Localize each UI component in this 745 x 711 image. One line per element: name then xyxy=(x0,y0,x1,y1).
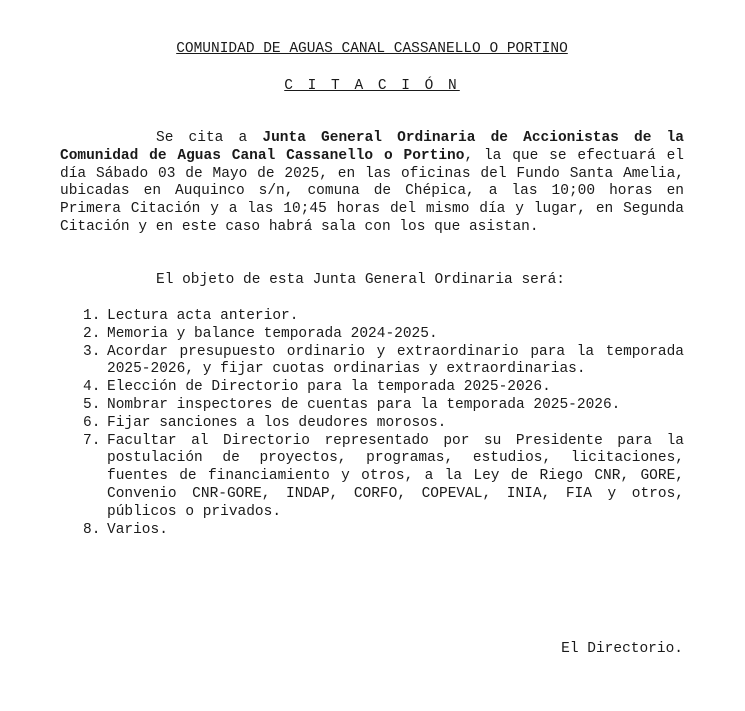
agenda-item xyxy=(60,433,684,522)
document-subtitle: C I T A C I Ó N xyxy=(284,78,460,94)
agenda-item xyxy=(60,397,684,415)
signature: El Directorio. xyxy=(561,641,683,657)
agenda-item-number: 4. xyxy=(83,379,101,396)
agenda-item-number: 1. xyxy=(83,308,101,324)
agenda-item xyxy=(60,522,684,540)
agenda-item-text: Varios. xyxy=(107,521,168,538)
agenda-item xyxy=(60,379,684,397)
agenda-item xyxy=(60,344,684,380)
agenda-item-text: Nombrar inspectores de cuentas para la temporada 2025-2026. xyxy=(107,396,621,413)
agenda-item-text: Facultar al Directorio representado por su Presidente para la postulación de proyectos, programas, estudios, licitaciones, fuentes de financiamiento y otros, a la Ley de Riego CNR, GORE, Convenio CNR-GORE, INDAP, CORFO, COPEVAL, INIA, FIA y otros, públicos o privados. xyxy=(107,432,684,520)
agenda-item-text: Fijar sanciones a los deudores morosos. xyxy=(107,414,447,431)
intro-rest: , la que se efectuará el día Sábado 03 de Mayo de 2025, en las oficinas del Fundo Santa Amelia, ubicadas en Auquinco s/n, comuna de Chépica, a las 10;00 horas en Primera Citación y a las 10;45 horas del mismo día y lugar, en Segunda Citación y en este caso habrá sala con los que asistan. xyxy=(60,147,684,235)
agenda-item xyxy=(60,326,684,344)
agenda-item xyxy=(60,415,684,433)
agenda-item-text: Lectura acta anterior. xyxy=(107,308,299,324)
agenda-item-number: 5. xyxy=(83,396,101,413)
agenda-item-text: Memoria y balance temporada 2024-2025. xyxy=(107,325,438,342)
agenda-item-number: 3. xyxy=(83,343,101,360)
agenda-item-text: Acordar presupuesto ordinario y extraordinario para la temporada 2025-2026, y fijar cuotas ordinarias y extraordinarias. xyxy=(107,343,684,378)
agenda-item-number: 2. xyxy=(83,325,101,342)
agenda-item xyxy=(60,308,684,326)
intro-paragraph xyxy=(60,130,684,237)
agenda-item-number: 7. xyxy=(83,432,101,449)
agenda-item-number: 6. xyxy=(83,414,101,431)
intro-bold-meeting: Junta General Ordinaria de Accionistas de la Comunidad de Aguas Canal Cassanello o Portino xyxy=(60,130,684,164)
object-line: El objeto de esta Junta General Ordinaria será: xyxy=(156,272,565,288)
agenda-list xyxy=(60,308,684,539)
document-title: COMUNIDAD DE AGUAS CANAL CASSANELLO O PORTINO xyxy=(176,41,568,57)
agenda-item-text: Elección de Directorio para la temporada 2025-2026. xyxy=(107,379,551,396)
agenda-item-number: 8. xyxy=(83,521,101,538)
intro-lead: Se cita a xyxy=(156,130,263,146)
